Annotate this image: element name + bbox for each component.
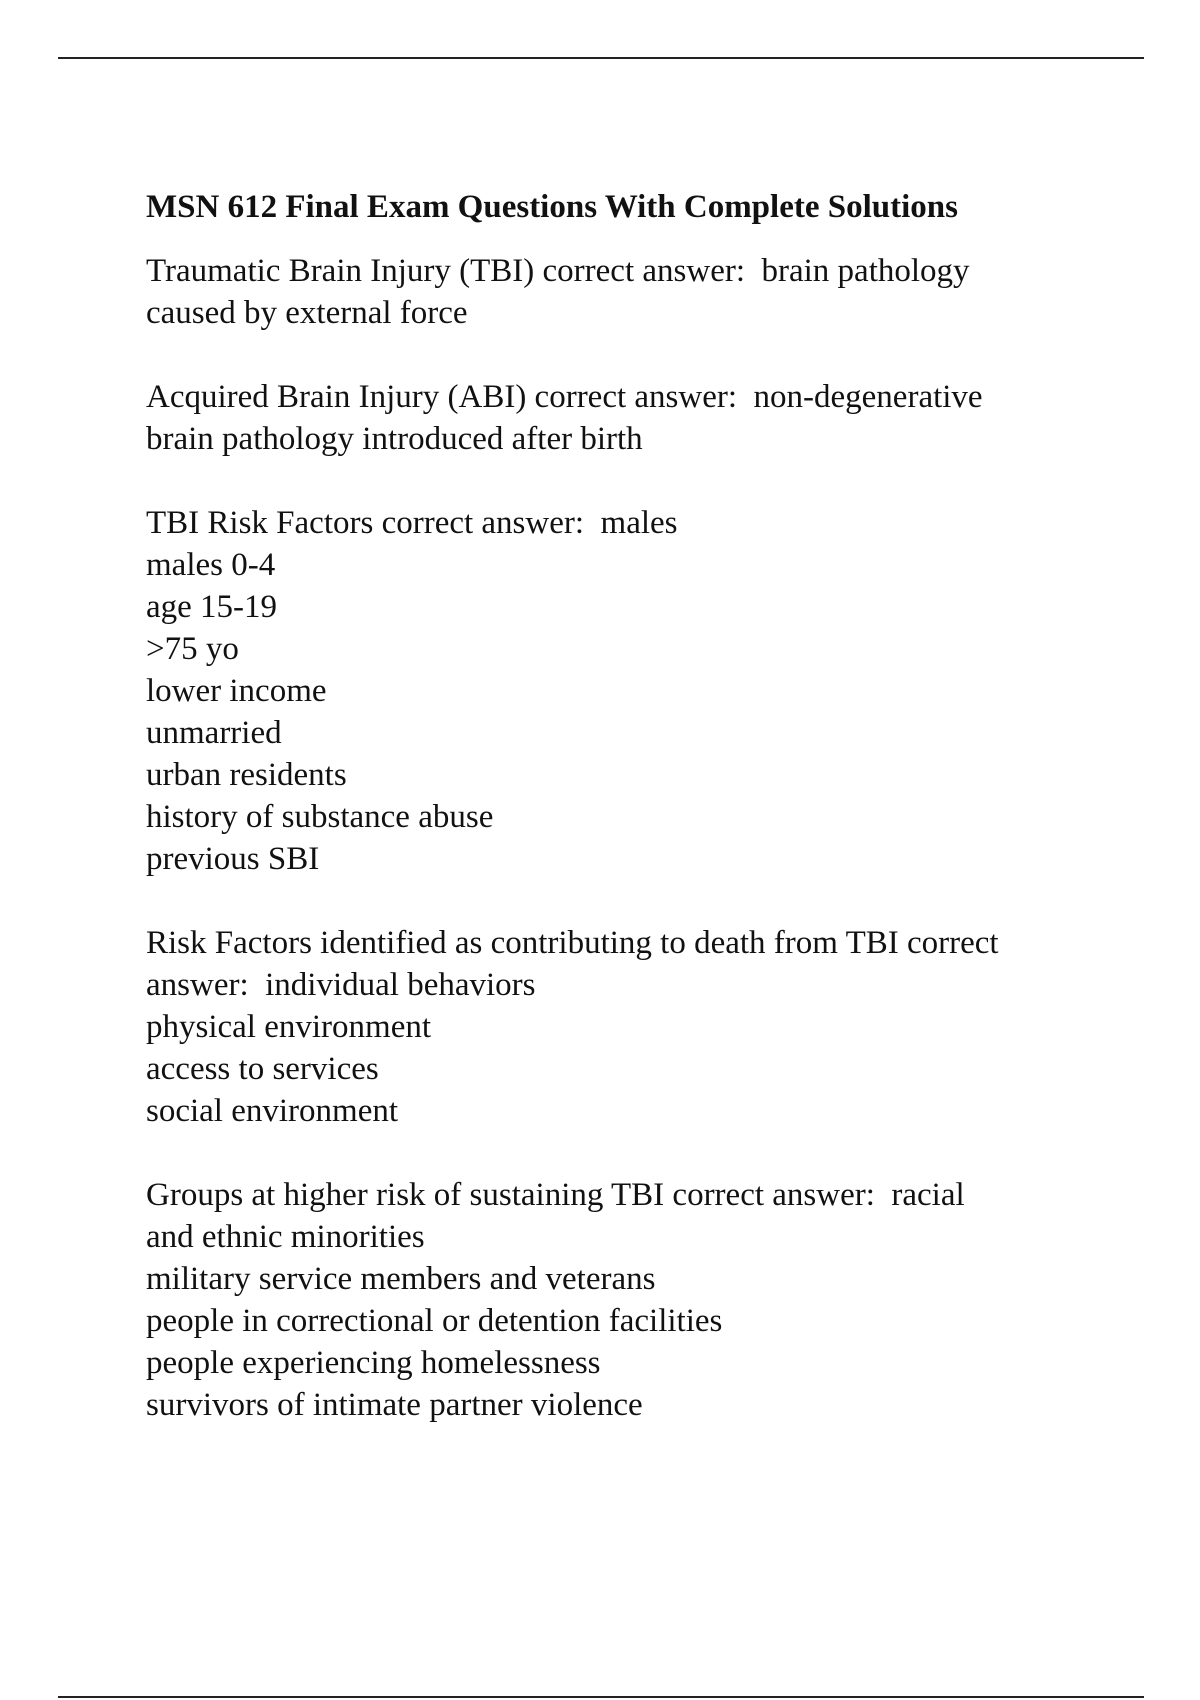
- qa-line: military service members and veterans: [146, 1261, 656, 1297]
- qa-line: survivors of intimate partner violence: [146, 1387, 643, 1423]
- qa-line: social environment: [146, 1093, 399, 1129]
- qa-line: >75 yo: [146, 631, 239, 667]
- qa-line: Acquired Brain Injury (ABI) correct answer: non-degenerative: [146, 379, 983, 415]
- top-divider: [58, 57, 1144, 59]
- qa-line: access to services: [146, 1051, 379, 1087]
- qa-line: previous SBI: [146, 841, 320, 877]
- document-title: MSN 612 Final Exam Questions With Complete Solutions: [146, 189, 958, 225]
- qa-line: people experiencing homelessness: [146, 1345, 601, 1381]
- qa-line: brain pathology introduced after birth: [146, 421, 643, 457]
- qa-line: Risk Factors identified as contributing to death from TBI correct: [146, 925, 999, 961]
- qa-line: history of substance abuse: [146, 799, 494, 835]
- qa-line: Groups at higher risk of sustaining TBI correct answer: racial: [146, 1177, 965, 1213]
- qa-line: physical environment: [146, 1009, 432, 1045]
- qa-line: age 15-19: [146, 589, 278, 625]
- qa-item-higher-risk-groups: [146, 1174, 1106, 1426]
- qa-item-tbi: [146, 250, 1106, 334]
- qa-line: answer: individual behaviors: [146, 967, 536, 1003]
- qa-line: unmarried: [146, 715, 282, 751]
- qa-line: males 0-4: [146, 547, 276, 583]
- qa-item-tbi-risk-factors: [146, 502, 1106, 880]
- qa-line: lower income: [146, 673, 327, 709]
- bottom-divider: [58, 1696, 1144, 1698]
- qa-item-death-risk-factors: [146, 922, 1106, 1132]
- qa-line: TBI Risk Factors correct answer: males: [146, 505, 678, 541]
- qa-item-abi: [146, 376, 1106, 460]
- qa-line: urban residents: [146, 757, 347, 793]
- document-body: [146, 186, 1106, 1468]
- qa-line: and ethnic minorities: [146, 1219, 425, 1255]
- qa-line: Traumatic Brain Injury (TBI) correct answer: brain pathology: [146, 253, 970, 289]
- qa-line: people in correctional or detention facilities: [146, 1303, 723, 1339]
- qa-line: caused by external force: [146, 295, 468, 331]
